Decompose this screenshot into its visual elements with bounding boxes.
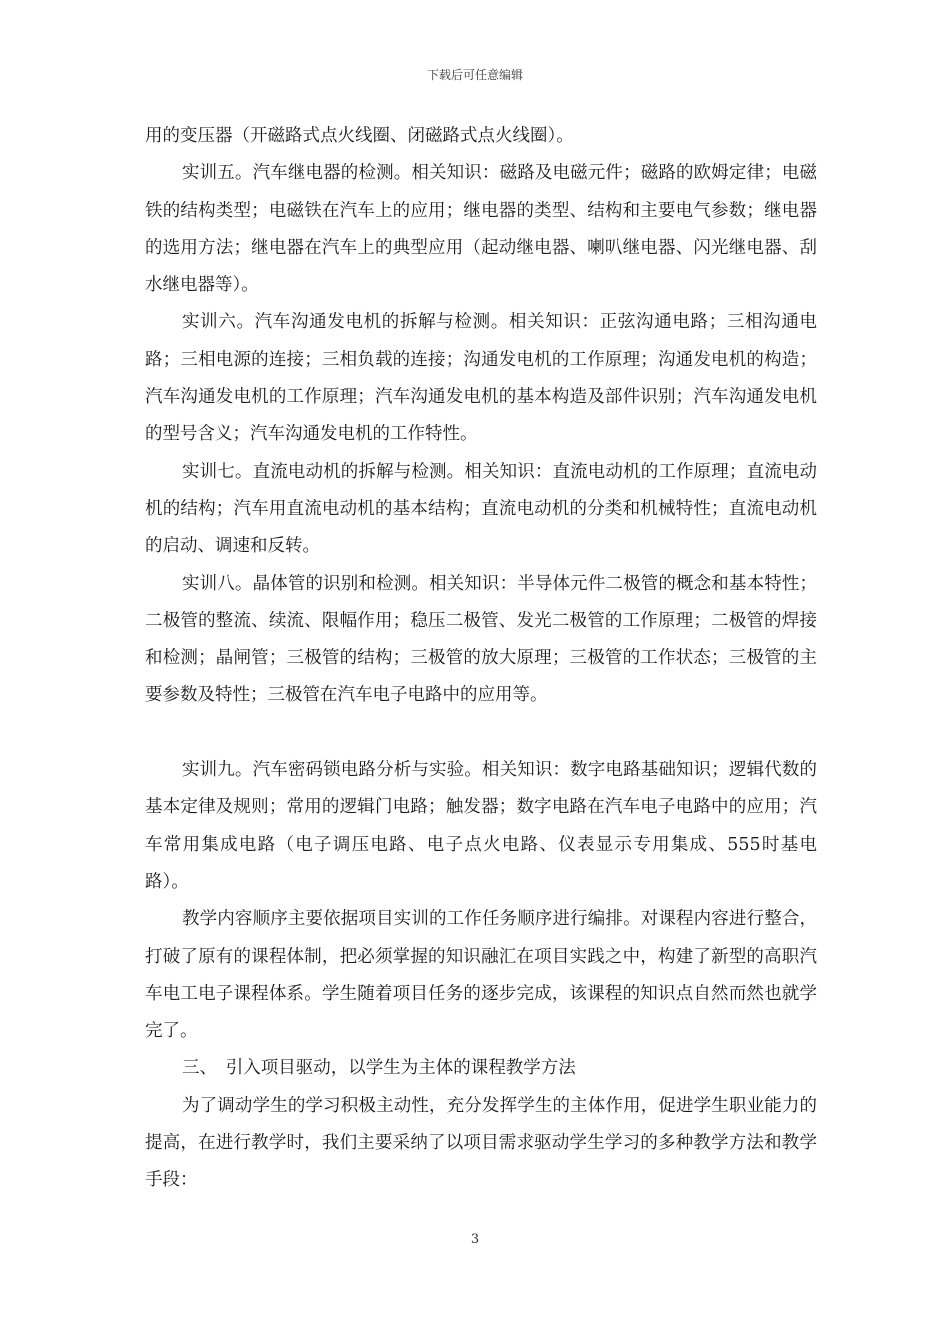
paragraph-training-5: 实训五。汽车继电器的检测。相关知识：磁路及电磁元件；磁路的欧姆定律；电磁铁的结构类型；电磁铁在汽车上的应用；继电器的类型、结构和主要电气参数；继电器的选用方法；继电器在汽车上的典型应用（起动继电器、喇叭继电器、闪光继电器、刮水继电器等）。: [145, 163, 817, 296]
document-body: [145, 118, 817, 1200]
page-header-watermark: 下载后可任意编辑: [426, 68, 523, 82]
page-number: 3: [470, 1232, 480, 1247]
paragraph-teaching-methods: 为了调动学生的学习积极主动性，充分发挥学生的主体作用，促进学生职业能力的提高，在进行教学时，我们主要采纳了以项目需求驱动学生学习的多种教学方法和教学手段：: [145, 1095, 817, 1191]
paragraph-continuation: 用的变压器（开磁路式点火线圈、闭磁路式点火线圈）。: [145, 126, 574, 146]
paragraph-training-7: 实训七。直流电动机的拆解与检测。相关知识：直流电动机的工作原理；直流电动机的结构；汽车用直流电动机的基本结构；直流电动机的分类和机械特性；直流电动机的启动、调速和反转。: [145, 461, 817, 557]
section-heading-3: 三、 引入项目驱动，以学生为主体的课程教学方法: [182, 1058, 576, 1079]
paragraph-content-order: 教学内容顺序主要依据项目实训的工作任务顺序进行编排。对课程内容进行整合，打破了原有的课程体制，把必须掌握的知识融汇在项目实践之中，构建了新型的高职汽车电工电子课程体系。学生随着项目任务的逐步完成，该课程的知识点自然而然也就学完了。: [145, 909, 817, 1042]
paragraph-training-6: 实训六。汽车沟通发电机的拆解与检测。相关知识：正弦沟通电路；三相沟通电路；三相电源的连接；三相负载的连接；沟通发电机的工作原理；沟通发电机的构造；汽车沟通发电机的工作原理；汽车沟通发电机的基本构造及部件识别；汽车沟通发电机的型号含义；汽车沟通发电机的工作特性。: [145, 312, 817, 445]
blank-line: [145, 715, 817, 752]
paragraph-training-9: 实训九。汽车密码锁电路分析与实验。相关知识：数字电路基础知识；逻辑代数的基本定律及规则；常用的逻辑门电路；触发器；数字电路在汽车电子电路中的应用；汽车常用集成电路（电子调压电路、电子点火电路、仪表显示专用集成、555时基电路）。: [145, 760, 817, 892]
paragraph-training-8: 实训八。晶体管的识别和检测。相关知识：半导体元件二极管的概念和基本特性；二极管的整流、续流、限幅作用；稳压二极管、发光二极管的工作原理；二极管的焊接和检测；晶闸管；三极管的结构；三极管的放大原理；三极管的工作状态；三极管的主要参数及特性；三极管在汽车电子电路中的应用等。: [145, 573, 817, 706]
